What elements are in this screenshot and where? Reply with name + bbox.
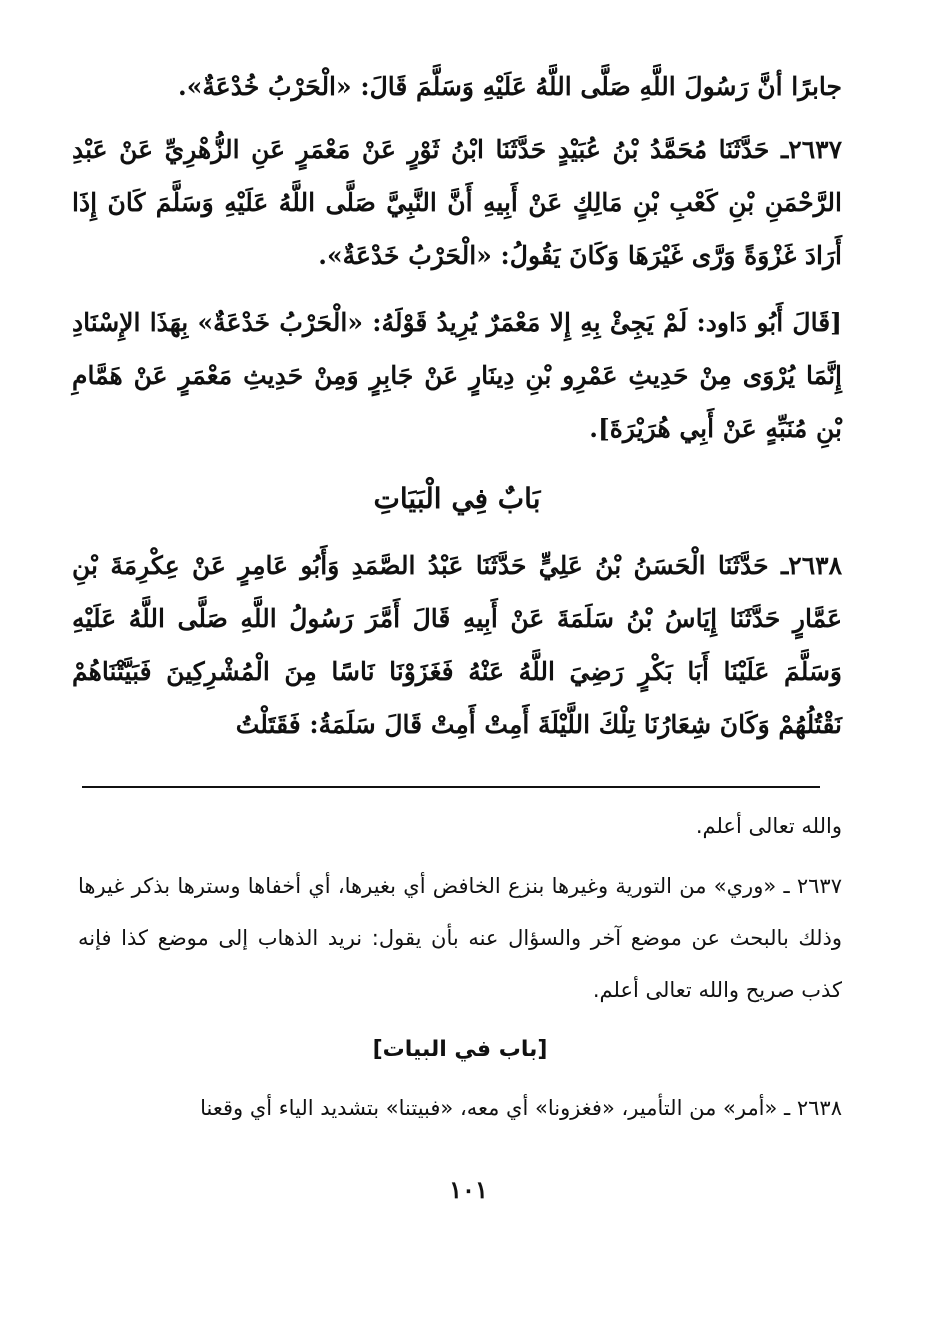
chapter-heading: بَابٌ فِي الْبَيَاتِ — [373, 482, 541, 515]
hadith-number: ٢٦٣٧ — [788, 135, 842, 164]
hadith-2638 — [72, 539, 842, 751]
footnotes — [78, 800, 842, 1142]
hadith-number: ٢٦٣٨ — [788, 551, 842, 580]
footnote-2637: ٢٦٣٧ ـ «وري» من التورية وغيرها بنزع الخافض أي بغيرها، أي أخفاها وسترها بذكر غيرها وذلك بالبحث عن موضع آخر والسؤال عنه بأن يقول: نريد الذهاب إلى موضع كذا فإنه كذب صريح والله تعالى أعلم. — [78, 874, 842, 1002]
footnote-line: والله تعالى أعلم. — [695, 814, 842, 838]
continuation-line: جابرًا أنَّ رَسُولَ اللَّهِ صَلَّى اللَّهُ عَلَيْهِ وَسَلَّمَ قَالَ: «الْحَرْبُ خُدْعَةٌ». — [178, 72, 842, 101]
main-text — [72, 60, 842, 765]
hadith-text: ـ حَدَّثَنَا مُحَمَّدُ بْنُ عُبَيْدٍ حَدَّثَنَا ابْنُ ثَوْرٍ عَنْ مَعْمَرٍ عَنِ الزُّهْرِيِّ عَنْ عَبْدِ الرَّحْمَنِ بْنِ كَعْبِ بْنِ مَالِكٍ عَنْ أَبِيهِ أَنَّ النَّبِيَّ صَلَّى اللَّهُ عَلَيْهِ وَسَلَّمَ كَانَ إِذَا أَرَادَ غَزْوَةً وَرَّى غَيْرَهَا وَكَانَ يَقُولُ: «الْحَرْبُ خَدْعَةٌ». — [72, 135, 842, 270]
footnote-2638: ٢٦٣٨ ـ «أمر» من التأمير، «فغزونا» أي معه، «فبيتنا» بتشديد الياء أي وقعنا — [200, 1096, 842, 1120]
page-number: ١٠١ — [449, 1175, 488, 1204]
hadith-text: ـ حَدَّثَنَا الْحَسَنُ بْنُ عَلِيٍّ حَدَّثَنَا عَبْدُ الصَّمَدِ وَأَبُو عَامِرٍ عَنْ عِكْرِمَةَ بْنِ عَمَّارٍ حَدَّثَنَا إِيَاسُ بْنُ سَلَمَةَ عَنْ أَبِيهِ قَالَ أَمَّرَ رَسُولُ اللَّهِ صَلَّى اللَّهُ عَلَيْهِ وَسَلَّمَ عَلَيْنَا أَبَا بَكْرٍ رَضِيَ اللَّهُ عَنْهُ فَغَزَوْنَا نَاسًا مِنَ الْمُشْرِكِينَ فَبَيَّتْنَاهُمْ نَقْتُلُهُمْ وَكَانَ شِعَارُنَا تِلْكَ اللَّيْلَةَ أَمِتْ أَمِتْ قَالَ سَلَمَةُ: فَقَتَلْتُ — [72, 551, 842, 739]
footnote-chapter-heading: [باب في البيات] — [372, 1037, 548, 1062]
hadith-2637 — [72, 123, 842, 282]
footnote-divider — [82, 786, 820, 788]
abu-dawud-note: [قَالَ أَبُو دَاود: لَمْ يَجِئْ بِهِ إِلا مَعْمَرٌ يُرِيدُ قَوْلَهُ: «الْحَرْبُ خَدْعَةٌ» بِهَذَا الإِسْنَادِ إِنَّمَا يُرْوَى مِنْ حَدِيثِ عَمْرِو بْنِ دِينَارٍ عَنْ جَابِرٍ وَمِنْ حَدِيثِ مَعْمَرٍ عَنْ هَمَّامِ بْنِ مُنَبِّهٍ عَنْ أَبِي هُرَيْرَةَ]. — [72, 308, 842, 443]
